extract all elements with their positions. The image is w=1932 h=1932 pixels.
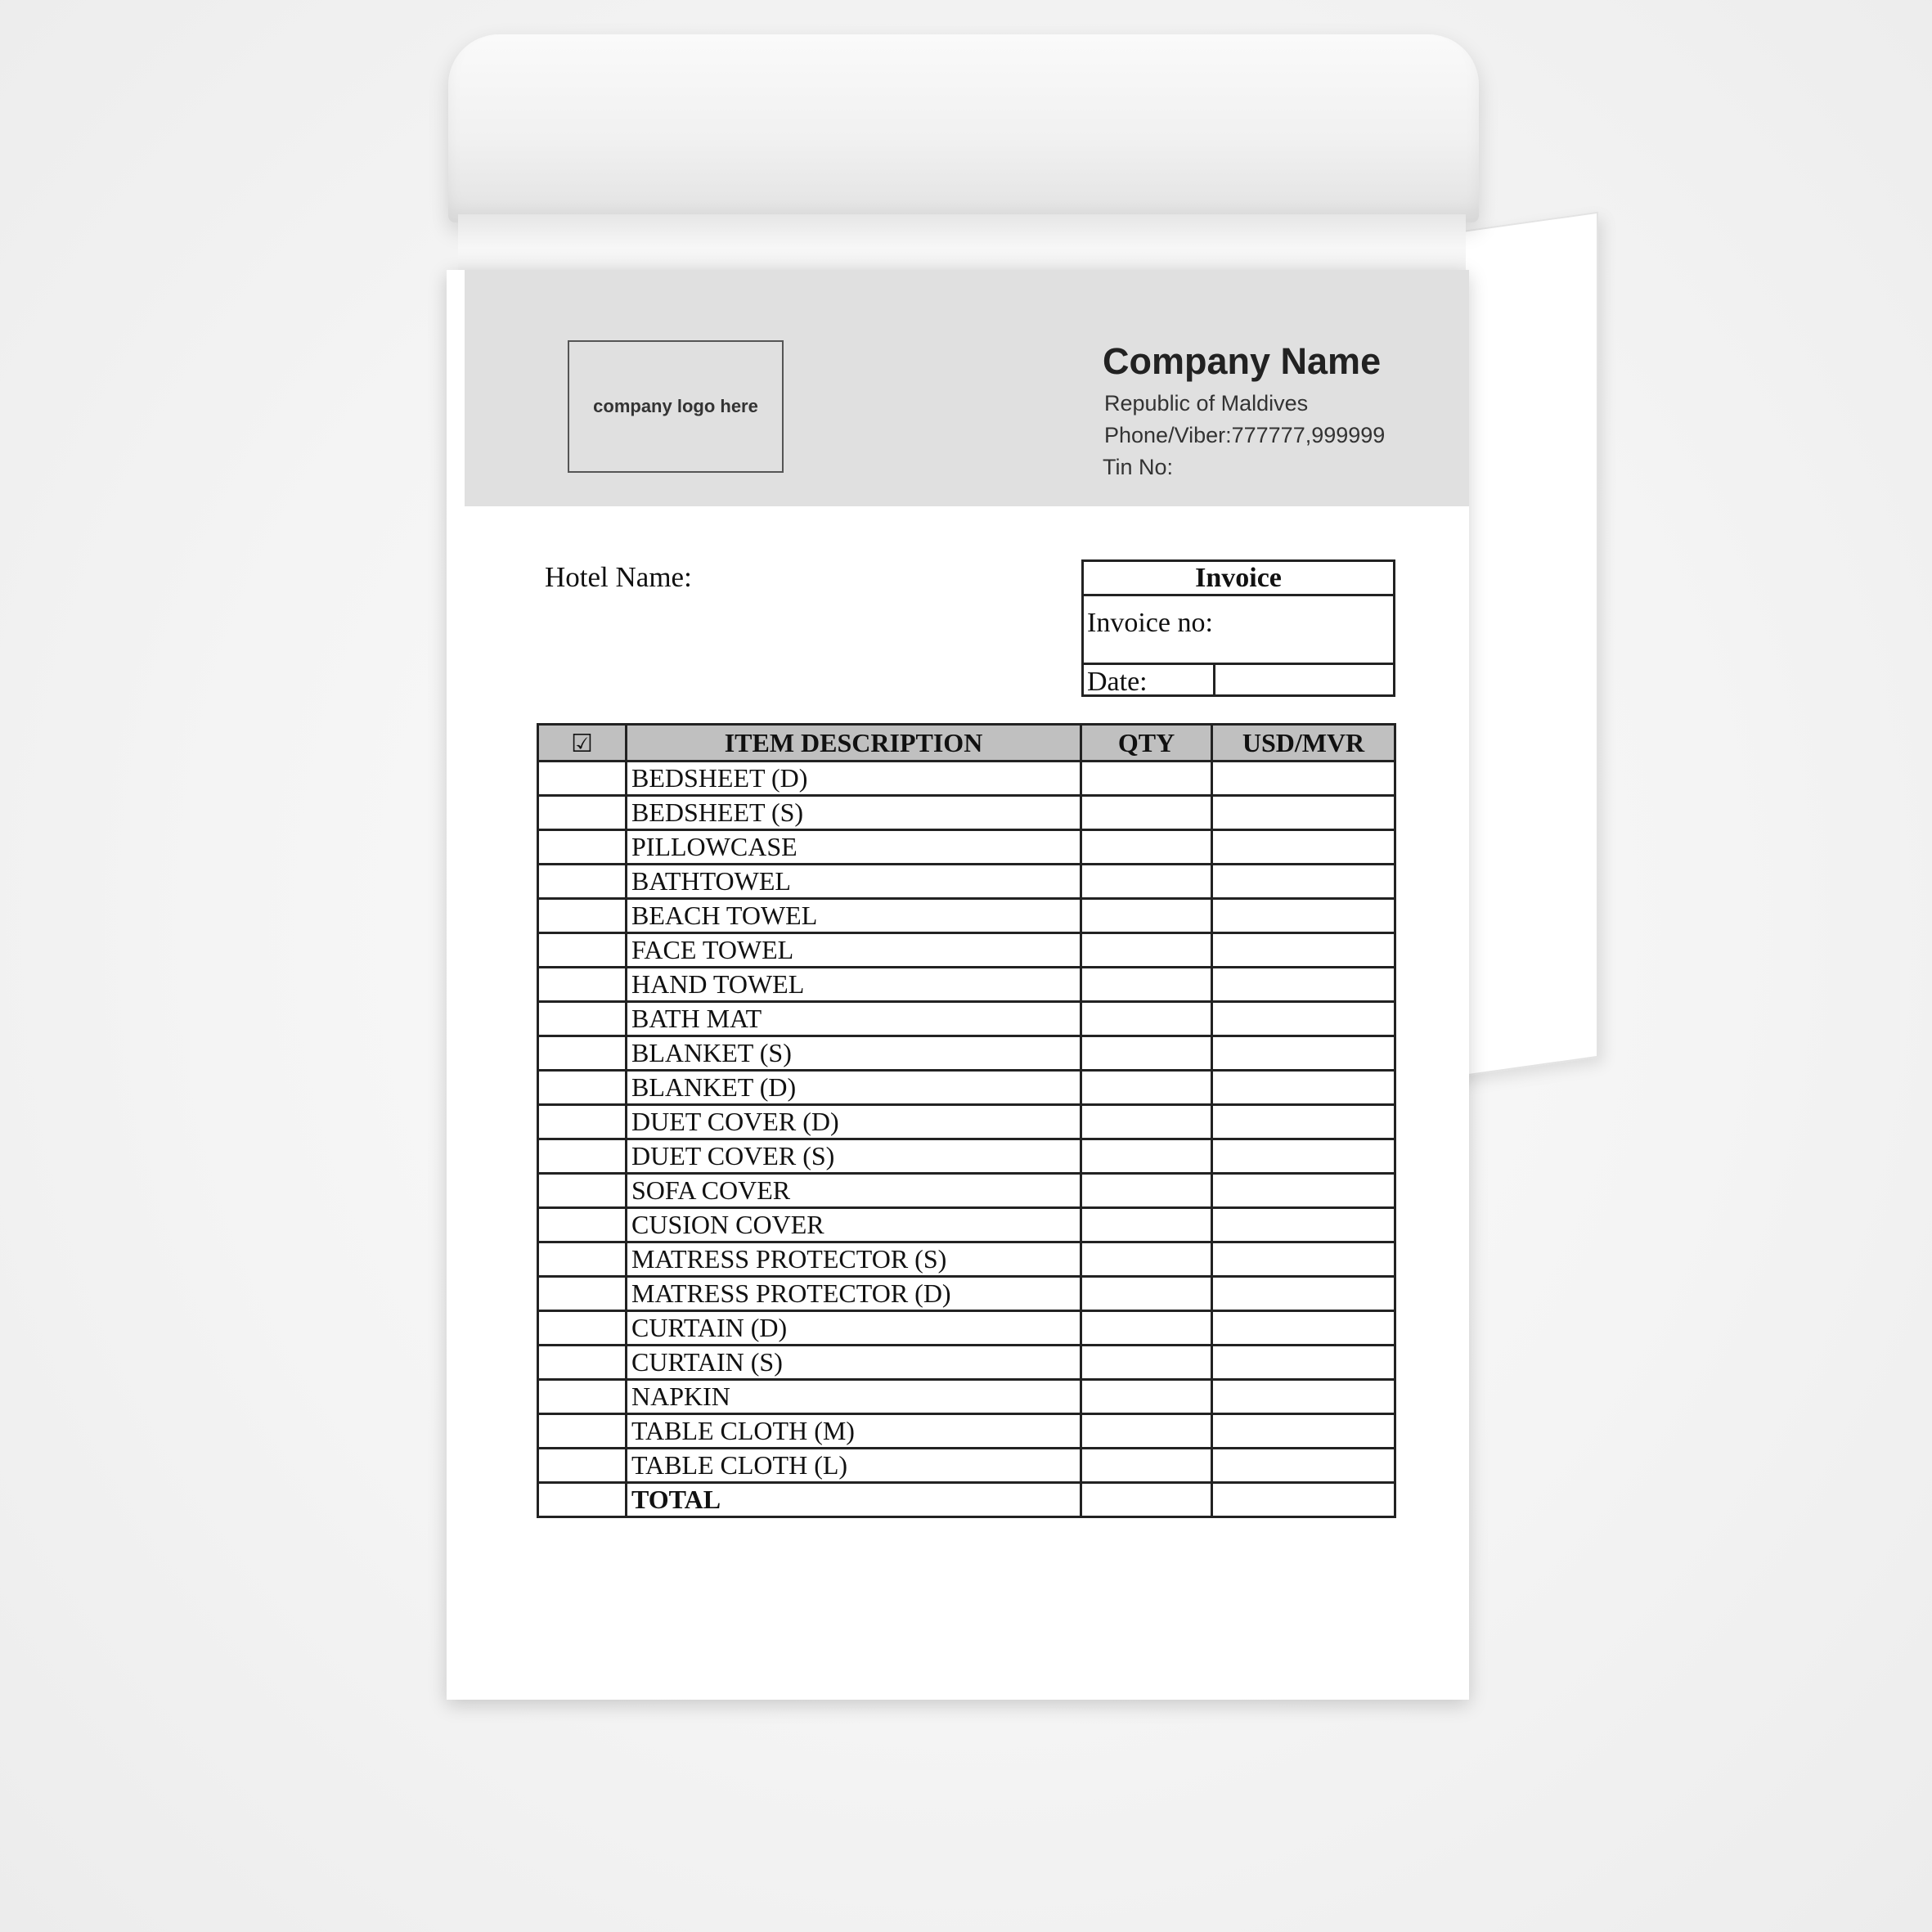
check-cell <box>538 899 627 933</box>
item-description-cell: BATHTOWEL <box>627 865 1081 899</box>
item-description-cell: NAPKIN <box>627 1380 1081 1414</box>
amount-cell <box>1212 1071 1395 1105</box>
amount-cell <box>1212 933 1395 968</box>
date-divider <box>1213 665 1215 697</box>
amount-cell <box>1212 1414 1395 1449</box>
table-row <box>538 1208 1395 1242</box>
qty-cell <box>1081 1208 1212 1242</box>
item-description-cell: CURTAIN (S) <box>627 1346 1081 1380</box>
qty-column-header: QTY <box>1081 725 1212 762</box>
table-row <box>538 830 1395 865</box>
table-row <box>538 796 1395 830</box>
table-row <box>538 1380 1395 1414</box>
check-cell <box>538 1002 627 1036</box>
table-row <box>538 1242 1395 1277</box>
amount-cell <box>1212 1036 1395 1071</box>
qty-cell <box>1081 865 1212 899</box>
table-row <box>538 1414 1395 1449</box>
item-description-cell: BEACH TOWEL <box>627 899 1081 933</box>
qty-cell <box>1081 1414 1212 1449</box>
check-cell <box>538 1346 627 1380</box>
amount-cell <box>1212 1380 1395 1414</box>
amount-cell <box>1212 1449 1395 1483</box>
qty-cell <box>1081 1449 1212 1483</box>
item-description-cell: DUET COVER (S) <box>627 1139 1081 1174</box>
table-row <box>538 1036 1395 1071</box>
invoice-box <box>1081 559 1395 697</box>
table-row <box>538 968 1395 1002</box>
check-cell <box>538 1242 627 1277</box>
amount-cell <box>1212 1311 1395 1346</box>
table-row <box>538 1139 1395 1174</box>
table-row <box>538 1071 1395 1105</box>
qty-cell <box>1081 1346 1212 1380</box>
table-row <box>538 1449 1395 1483</box>
qty-cell <box>1081 830 1212 865</box>
check-cell <box>538 1449 627 1483</box>
amount-cell <box>1212 865 1395 899</box>
qty-cell <box>1081 1174 1212 1208</box>
amount-cell <box>1212 1002 1395 1036</box>
amount-cell <box>1212 1242 1395 1277</box>
total-row <box>538 1483 1395 1517</box>
checkbox-icon: ☑ <box>571 729 593 758</box>
check-cell <box>538 968 627 1002</box>
amount-cell <box>1212 968 1395 1002</box>
qty-cell <box>1081 1071 1212 1105</box>
item-description-cell: PILLOWCASE <box>627 830 1081 865</box>
amount-column-header: USD/MVR <box>1212 725 1395 762</box>
date-row <box>1084 663 1393 697</box>
amount-cell <box>1212 1105 1395 1139</box>
table-row <box>538 1346 1395 1380</box>
item-description-cell: CURTAIN (D) <box>627 1311 1081 1346</box>
qty-cell <box>1081 762 1212 796</box>
amount-cell <box>1212 830 1395 865</box>
qty-cell <box>1081 796 1212 830</box>
amount-total-cell <box>1212 1483 1395 1517</box>
qty-total-cell <box>1081 1483 1212 1517</box>
item-description-cell: MATRESS PROTECTOR (S) <box>627 1242 1081 1277</box>
check-cell <box>538 1071 627 1105</box>
qty-cell <box>1081 1242 1212 1277</box>
item-description-cell: BEDSHEET (S) <box>627 796 1081 830</box>
qty-cell <box>1081 1036 1212 1071</box>
item-description-cell: BATH MAT <box>627 1002 1081 1036</box>
amount-cell <box>1212 796 1395 830</box>
item-description-cell: FACE TOWEL <box>627 933 1081 968</box>
logo-placeholder <box>568 340 784 473</box>
qty-cell <box>1081 1380 1212 1414</box>
amount-cell <box>1212 1346 1395 1380</box>
amount-cell <box>1212 1139 1395 1174</box>
item-description-cell: TABLE CLOTH (L) <box>627 1449 1081 1483</box>
amount-cell <box>1212 899 1395 933</box>
invoice-title: Invoice <box>1084 562 1393 596</box>
item-description-cell: DUET COVER (D) <box>627 1105 1081 1139</box>
table-row <box>538 1311 1395 1346</box>
description-column-header: ITEM DESCRIPTION <box>627 725 1081 762</box>
company-address: Republic of Maldives <box>1104 391 1309 416</box>
check-cell <box>538 762 627 796</box>
table-row <box>538 865 1395 899</box>
header-band <box>465 270 1469 506</box>
item-description-cell: CUSION COVER <box>627 1208 1081 1242</box>
total-label-cell: TOTAL <box>627 1483 1081 1517</box>
table-row <box>538 762 1395 796</box>
amount-cell <box>1212 1174 1395 1208</box>
qty-cell <box>1081 1105 1212 1139</box>
check-cell <box>538 1174 627 1208</box>
check-cell <box>538 1277 627 1311</box>
qty-cell <box>1081 899 1212 933</box>
qty-cell <box>1081 1311 1212 1346</box>
company-tin: Tin No: <box>1103 455 1174 479</box>
check-cell <box>538 1311 627 1346</box>
check-cell <box>538 865 627 899</box>
check-cell <box>538 1139 627 1174</box>
hotel-name-label: Hotel Name: <box>545 561 692 593</box>
check-cell <box>538 1105 627 1139</box>
pad-binding-edge <box>458 214 1466 270</box>
check-cell <box>538 1208 627 1242</box>
check-cell <box>538 1414 627 1449</box>
check-cell <box>538 1483 627 1517</box>
item-description-cell: BLANKET (S) <box>627 1036 1081 1071</box>
pad-binding <box>448 34 1479 222</box>
check-cell <box>538 933 627 968</box>
item-description-cell: SOFA COVER <box>627 1174 1081 1208</box>
company-name: Company Name <box>1103 340 1382 382</box>
table-row <box>538 1002 1395 1036</box>
amount-cell <box>1212 1277 1395 1311</box>
item-description-cell: MATRESS PROTECTOR (D) <box>627 1277 1081 1311</box>
check-cell <box>538 830 627 865</box>
company-phone: Phone/Viber:777777,999999 <box>1104 423 1386 447</box>
item-description-cell: BEDSHEET (D) <box>627 762 1081 796</box>
amount-cell <box>1212 762 1395 796</box>
qty-cell <box>1081 933 1212 968</box>
check-column-header <box>538 725 627 762</box>
items-table <box>537 723 1396 1518</box>
check-cell <box>538 1380 627 1414</box>
table-row <box>538 1277 1395 1311</box>
check-cell <box>538 796 627 830</box>
date-label: Date: <box>1087 667 1148 697</box>
table-row <box>538 1105 1395 1139</box>
table-row <box>538 1174 1395 1208</box>
qty-cell <box>1081 1139 1212 1174</box>
qty-cell <box>1081 1277 1212 1311</box>
logo-placeholder-text: company logo here <box>593 396 758 416</box>
invoice-no-label: Invoice no: <box>1087 608 1213 638</box>
item-description-cell: HAND TOWEL <box>627 968 1081 1002</box>
item-description-cell: BLANKET (D) <box>627 1071 1081 1105</box>
item-description-cell: TABLE CLOTH (M) <box>627 1414 1081 1449</box>
table-row <box>538 899 1395 933</box>
table-header-row <box>538 725 1395 762</box>
amount-cell <box>1212 1208 1395 1242</box>
table-row <box>538 933 1395 968</box>
invoice-page <box>447 270 1469 1700</box>
check-cell <box>538 1036 627 1071</box>
qty-cell <box>1081 1002 1212 1036</box>
qty-cell <box>1081 968 1212 1002</box>
